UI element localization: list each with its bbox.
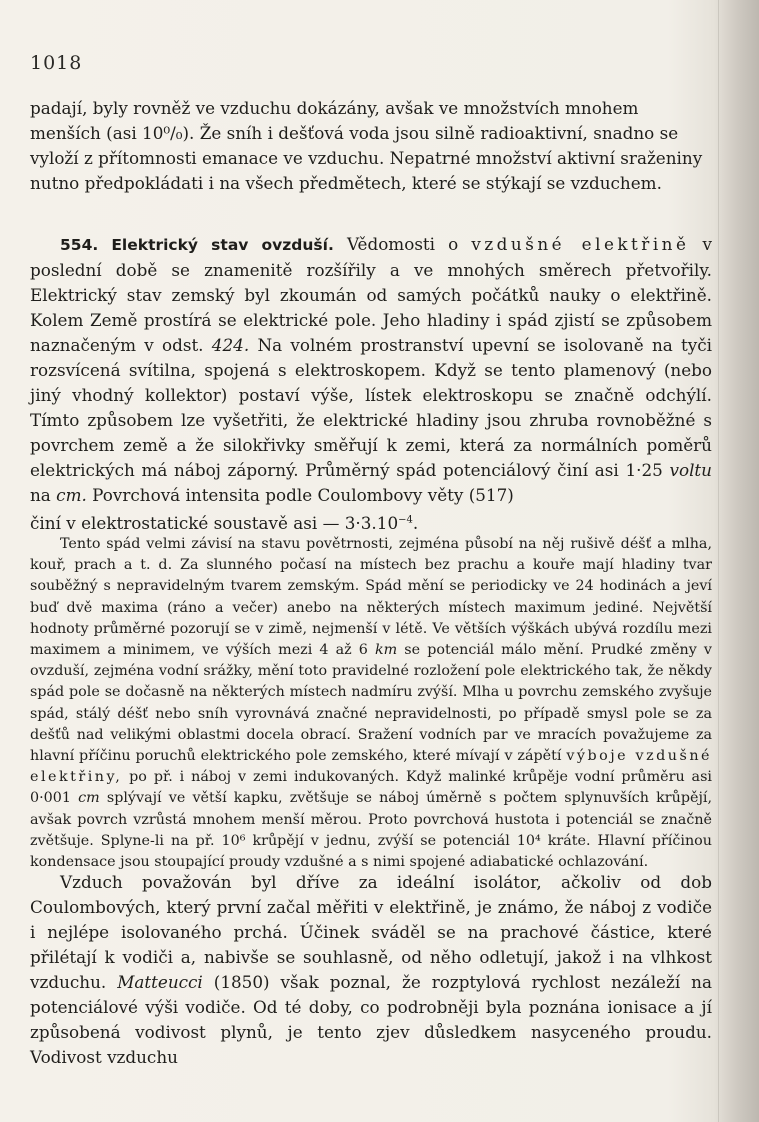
note-unit-cm: cm xyxy=(78,790,100,807)
binding-shadow xyxy=(718,0,719,1122)
formula-exponent: −4 xyxy=(398,514,413,526)
formula-value: — 3·3.10 xyxy=(322,513,399,533)
paragraph-radioactivity xyxy=(30,96,712,196)
section-text-d: Povrchová intensita podle Coulombovy věty (517) xyxy=(92,485,514,505)
section-heading: Elektrický stav ovzduší. xyxy=(111,236,334,254)
unit-cm: cm. xyxy=(56,485,87,505)
section-paragraph xyxy=(30,232,712,508)
page-number: 1018 xyxy=(30,52,83,74)
note-part2: se potenciál málo mění. Prudké změny v ovzduší, zejména vodní srážky, mění toto pravidelné rozložení pole elektrického tak, že někdy spád pole se dočasně na některých místech nadmíru zvýší. Mlha u povrchu zemského zvyšuje spád, stálý déšť nebo sníh vyrovnává značné nepravidelnosti, po případě smysl pole se za dešťů nad velikými oblastmi docela obrací. Sražení vodních par ve mracích považujeme za hlavní příčinu poruchů elektrického pole zemského, které mívají v zápětí xyxy=(30,642,713,765)
note-part1: Tento spád velmi závisí na stavu povětrnosti, zejména působí na něj rušivě déšť a mlha, kouř, prach a t. d. Za slunného počasí na místech bez prachu a kouře mají hladiny tvar souběžný s nepravidelným tvarem zemským. Spád mění se periodicky ve 24 hodinách a jeví buď dvě maxima (ráno a večer) anebo na některých místech maximum jediné. Největší hodnoty průměrné pozorují se v zimě, nejmenší v létě. Ve větších výškách ubývá rozdílu mezi maximem a minimem, ve výších mezi 4 až 6 xyxy=(30,536,712,659)
author-name: Matteucci xyxy=(117,972,203,992)
spaced-term: vzdušné elektřině xyxy=(471,234,690,254)
note-part4: splývají ve větší kapku, zvětšuje se náboj úměrně s počtem splynuvších krůpějí, avšak povrch vzrůstá mnohem menší měrou. Proto povrchová hustota i potenciál se značně zvětšuje. Splyne-li na př. 10⁶ krůpějí v jednu, zvýší se potenciál 10⁴ kráte. Hlavní příčinou kondensace jsou stoupající proudy vzdušné a s nimi spojené adiabatické ochlazování. xyxy=(30,790,713,871)
section-text-c: Na volném prostranství upevní se isolovaně na tyči rozsvícená svítilna, spojená s elektroskopem. Když se tento plamenový (nebo jiný vhodný kollektor) postaví výše, lístek elektroskopu se značně odchýlí. Tímto způsobem lze vyšetřiti, že elektrické hladiny jsou zhruba rovnoběžné s povrchem země a že silokřivky směřují k zemi, která za normálních poměrů elektrických má náboj záporný. Průměrný spád potenciálový činí asi xyxy=(30,335,713,480)
gradient-value: 1·25 xyxy=(625,460,663,480)
section-text-b: v poslední době se znamenitě rozšířily a ve mnohých směrech přetvořily. Elektrický stav zemský byl zkoumán od samých počátků nauky o elektřině. Kolem Země prostírá se elektrické pole. Jeho hladiny i spád zjistí se způsobem naznačeným v odst. xyxy=(30,234,713,355)
paragraph-air-conductivity xyxy=(30,870,712,1070)
paragraph-text: padají, byly rovněž ve vzduchu dokázány, avšak ve množstvích mnohem menších (asi 10⁰/₀). Že sníh i dešťová voda jsou silně radioaktivní, snadno se vyloží z přítomnosti emanace ve vzduchu. Nepatrné množství aktivní sraženiny nutno předpokládati i na všech předmětech, které se stýkají se vzduchem. xyxy=(30,98,703,193)
note-part3: po př. i náboj v zemi indukovaných. Když malinké krůpěje vodní průměru asi 0·001 xyxy=(30,769,712,807)
section-number: 554. xyxy=(60,236,99,254)
section-text-e: činí v elektrostatické soustavě asi xyxy=(30,513,318,533)
formula-line xyxy=(30,511,712,536)
conductivity-paragraph xyxy=(30,870,712,1070)
formula xyxy=(323,513,419,533)
small-print-note xyxy=(30,534,712,873)
section-text-a: Vědomosti o xyxy=(346,234,459,254)
note-paragraph xyxy=(30,534,712,873)
conductivity-text-a: Vzduch považován byl dříve za ideální isolátor, ačkoliv od dob Coulombových, který první začal měřiti v elektřině, je známo, že náboj z vodiče i nejlépe isolovaného prchá. Účinek sváděl se na prachové částice, které přilétají k vodiči a, nabivše se souhlasně, od něho odletují, jakož i na vlhkost vzduchu. xyxy=(30,872,712,992)
note-unit-km: km xyxy=(374,642,398,659)
section-reference: 424. xyxy=(211,335,250,355)
note-spaced-term: výboje vzdušné elektřiny, xyxy=(30,748,713,786)
section-554 xyxy=(30,232,712,536)
formula-end: . xyxy=(412,513,419,533)
unit-na: na xyxy=(30,485,51,505)
conductivity-text-b: (1850) však poznal, že rozptylová rychlost nezáleží na potenciálové výši vodiče. Od té doby, co podrobněji byla poznána ionisace a jí způsobená vodivost plynů, je tento zjev důsledkem nasyceného proudu. Vodivost vzduchu xyxy=(30,972,712,1067)
unit-volt: voltu xyxy=(669,460,712,480)
